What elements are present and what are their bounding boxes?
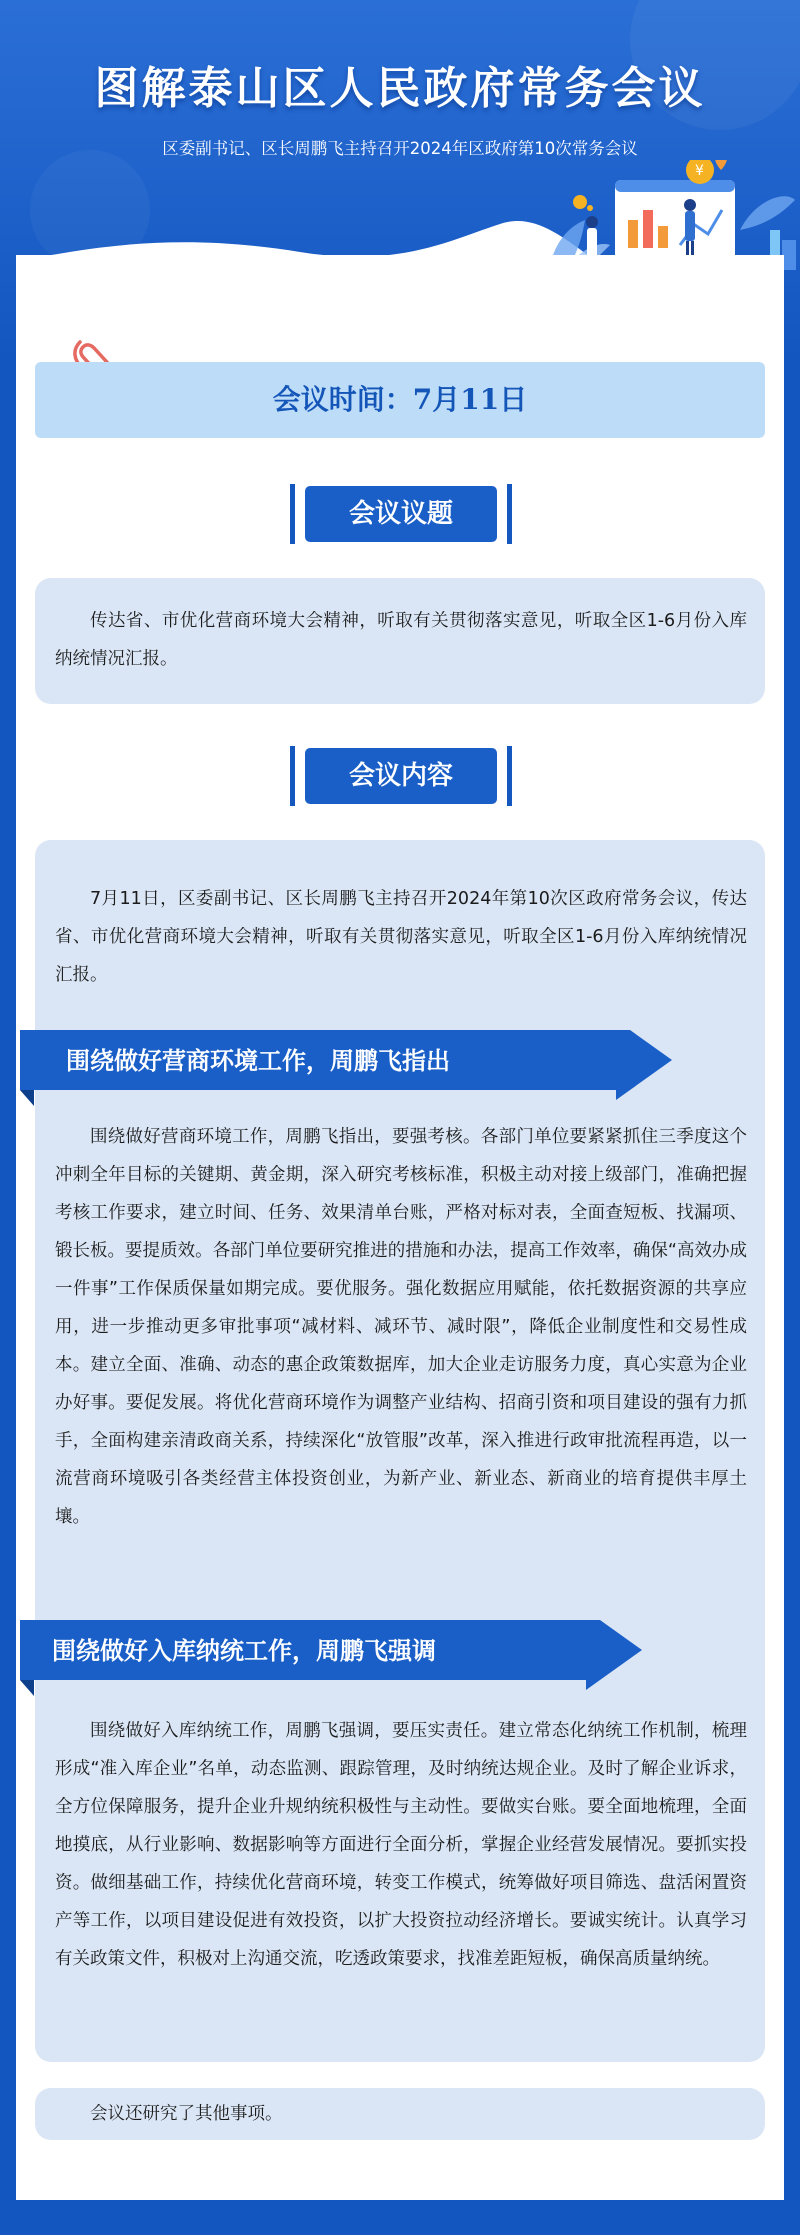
other-text: 会议还研究了其他事项。 [90,2104,283,2124]
content-intro: 7月11日，区委副书记、区长周鹏飞主持召开2024年第10次区政府常务会议，传达省、市优化营商环境大会精神，听取有关贯彻落实意见，听取全区1-6月份入库纳统情况汇报。 [55,889,747,985]
agenda-heading [290,484,512,544]
content-heading [290,746,512,806]
content-heading-label: 会议内容 [305,748,497,804]
heading-bar-left [290,746,295,806]
heading-bar-right [507,746,512,806]
section-banner [20,1030,672,1090]
section-banner [20,1620,642,1680]
page-subtitle: 区委副书记、区长周鹏飞主持召开2024年区政府第10次常务会议 [162,139,638,158]
section-text: 围绕做好营商环境工作，周鹏飞指出，要强考核。各部门单位要紧紧抓住三季度这个冲刺全年目标的关键期、黄金期，深入研究考核标准，积极主动对接上级部门，准确把握考核工作要求，建立时间、任务、效果清单台账，严格对标对表，全面查短板、找漏项、锻长板。要提质效。各部门单位要研究推进的措施和办法，提高工作效率，确保“高效办成一件事”工作保质保量如期完成。要优服务。强化数据应用赋能，依托数据资源的共享应用，进一步推动更多审批事项“减材料、减环节、减时限”，降低企业制度性和交易性成本。建立全面、准确、动态的惠企政策数据库，加大企业走访服务力度，真心实意为企业办好事。要促发展。将优化营商环境作为调整产业结构、招商引资和项目建设的强有力抓手，全面构建亲清政商关系，持续深化“放管服”改革，深入推进行政审批流程再造，以一流营商环境吸引各类经营主体投资创业，为新产业、新业态、新商业的培育提供丰厚土壤。 [55,1127,747,1527]
agenda-heading-label: 会议议题 [305,486,497,542]
section-banner-title: 围绕做好营商环境工作，周鹏飞指出 [66,1047,450,1075]
heading-bar-right [507,484,512,544]
agenda-text: 传达省、市优化营商环境大会精神，听取有关贯彻落实意见，听取全区1-6月份入库纳统情况汇报。 [55,611,747,669]
section-banner-title: 围绕做好入库纳统工作，周鹏飞强调 [52,1637,436,1665]
heading-bar-left [290,484,295,544]
svg-text:¥: ¥ [695,163,704,179]
section-text: 围绕做好入库纳统工作，周鹏飞强调，要压实责任。建立常态化纳统工作机制，梳理形成“准入库企业”名单，动态监测、跟踪管理，及时纳统达规企业。及时了解企业诉求，全方位保障服务，提升企业升规纳统积极性与主动性。要做实台账。要全面地梳理，全面地摸底，从行业影响、数据影响等方面进行全面分析，掌握企业经营发展情况。要抓实投资。做细基础工作，持续优化营商环境，转变工作模式，统筹做好项目筛选、盘活闲置资产等工作，以项目建设促进有效投资，以扩大投资拉动经济增长。要诚实统计。认真学习有关政策文件，积极对上沟通交流，吃透政策要求，找准差距短板，确保高质量纳统。 [55,1721,747,1969]
meeting-time: 会议时间：7月11日 [35,362,765,438]
page-title: 图解泰山区人民政府常务会议 [94,63,706,114]
